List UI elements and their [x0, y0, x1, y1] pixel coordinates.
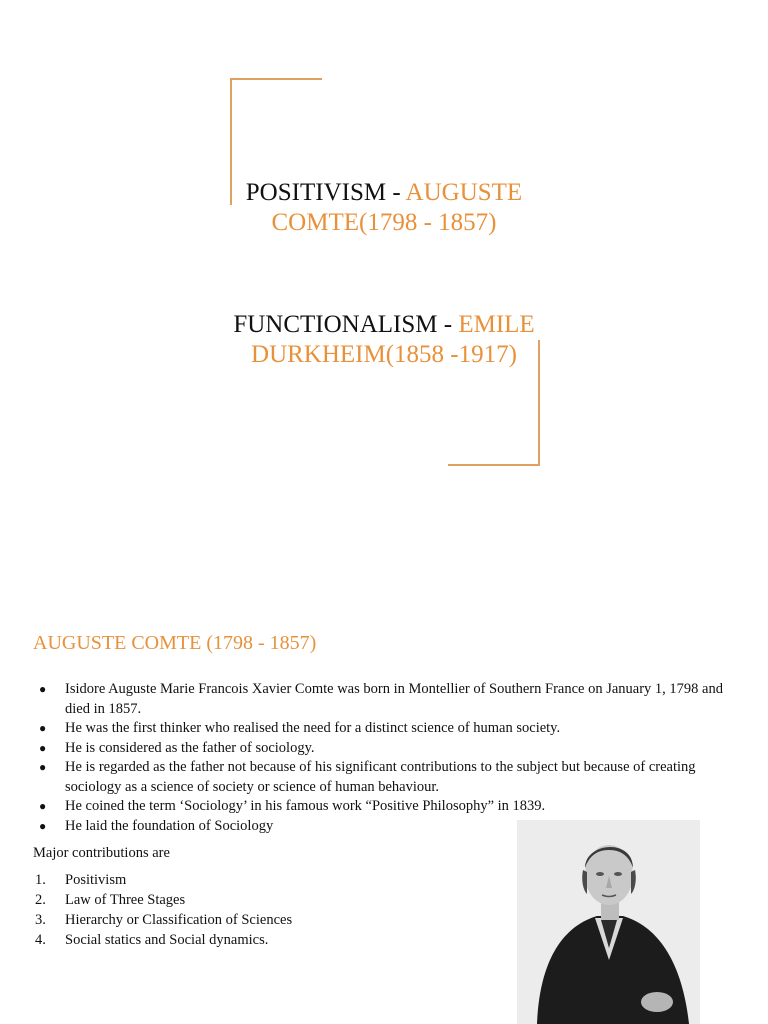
list-item	[33, 910, 292, 930]
section-heading: AUGUSTE COMTE (1798 - 1857)	[33, 632, 317, 654]
list-number: 4.	[35, 932, 46, 948]
bullet-icon: ●	[39, 818, 47, 833]
portrait-photo	[517, 820, 700, 1024]
list-number: 3.	[35, 912, 46, 928]
list-item-text: Social statics and Social dynamics.	[65, 932, 269, 948]
list-item-text: He is regarded as the father not because of his significant contributions to the subject but because of creating sociology as a science of society or science of human behaviour.	[65, 759, 696, 795]
title-functionalism	[0, 310, 768, 370]
list-item-text: Law of Three Stages	[65, 892, 186, 908]
list-item-text: Isidore Auguste Marie Francois Xavier Comte was born in Montellier of Southern France on January 1, 1798 and died in 1857.	[65, 681, 723, 717]
bullet-list	[33, 680, 733, 836]
list-item	[33, 758, 733, 797]
title-functionalism-label: FUNCTIONALISM -	[233, 311, 459, 338]
list-item-text: He was the first thinker who realised the need for a distinct science of human society.	[65, 720, 561, 736]
bullet-icon: ●	[39, 760, 47, 774]
title-positivism-years: COMTE(1798 - 1857)	[271, 209, 497, 236]
list-item-text: He coined the term ‘Sociology’ in his famous work “Positive Philosophy” in 1839.	[65, 798, 546, 814]
list-item	[33, 870, 292, 890]
title-positivism-name: AUGUSTE	[405, 179, 523, 206]
list-number: 2.	[35, 892, 46, 908]
bullet-icon: ●	[39, 721, 47, 735]
contributions-list	[33, 870, 292, 950]
title-functionalism-years: DURKHEIM(1858 -1917)	[251, 341, 517, 368]
title-positivism	[0, 178, 768, 238]
list-item	[33, 719, 733, 739]
list-item-text: He is considered as the father of sociology.	[65, 739, 315, 756]
list-item	[33, 797, 733, 817]
bullet-icon: ●	[39, 740, 47, 755]
list-item	[33, 930, 292, 950]
title-functionalism-name: EMILE	[458, 311, 535, 338]
list-item	[33, 680, 733, 719]
title-positivism-label: POSITIVISM -	[245, 179, 406, 206]
portrait-illustration	[517, 820, 700, 1024]
list-item	[33, 890, 292, 910]
bullet-icon: ●	[39, 682, 47, 696]
list-item-text: Positivism	[65, 872, 127, 888]
list-number: 1.	[35, 872, 46, 888]
bullet-icon: ●	[39, 799, 47, 813]
list-item-text: Hierarchy or Classification of Sciences	[65, 912, 293, 928]
list-item-text: He laid the foundation of Sociology	[65, 817, 274, 834]
contributions-lead: Major contributions are	[33, 845, 170, 861]
list-item	[33, 739, 733, 759]
